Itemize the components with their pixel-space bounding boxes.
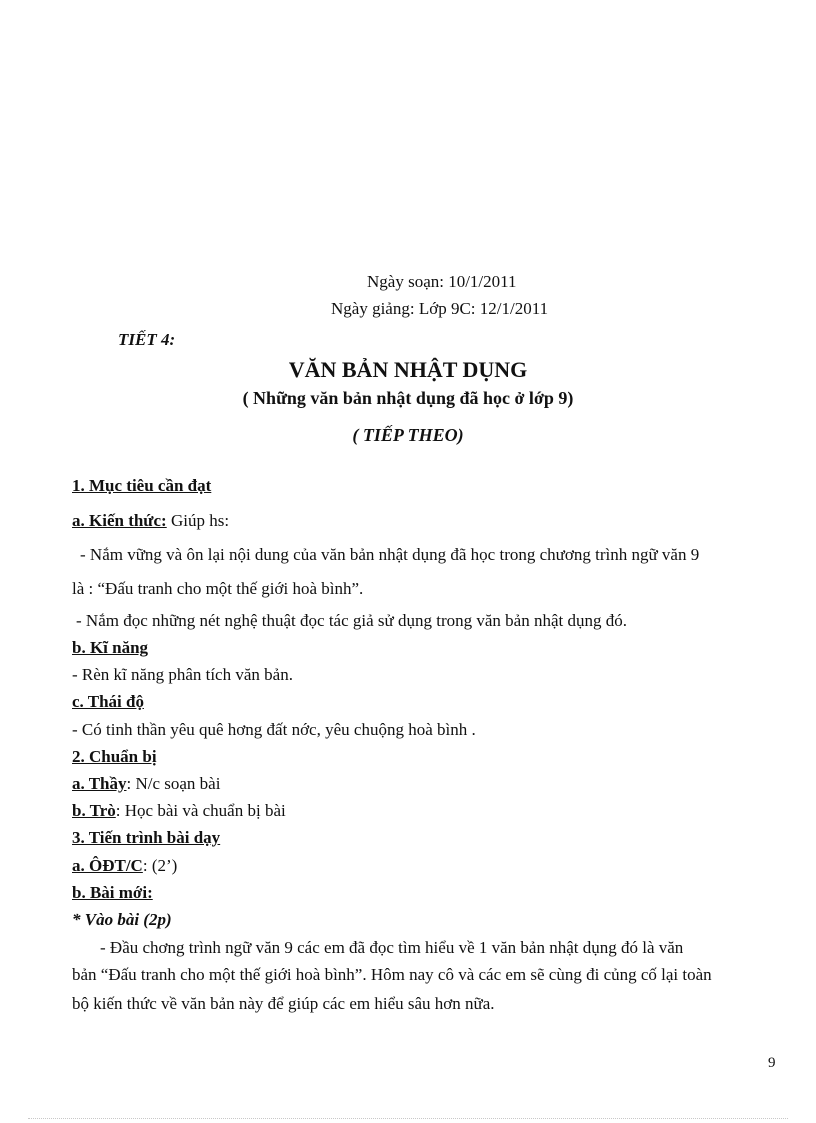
intro-line-3: bộ kiến thức về văn bản này để giúp các em hiểu sâu hơn nữa. xyxy=(72,994,495,1013)
intro-label: * Vào bài (2p) xyxy=(72,910,172,929)
odtc-label: a. ÔĐT/C xyxy=(72,856,143,875)
prepared-date: Ngày soạn: 10/1/2011 xyxy=(367,272,517,291)
teacher-row xyxy=(72,774,220,794)
skills-text: - Rèn kĩ năng phân tích văn bản. xyxy=(72,665,293,684)
student-text: : Học bài và chuẩn bị bài xyxy=(115,801,286,820)
knowledge-line-1: - Nắm vững và ôn lại nội dung của văn bản nhật dụng đã học trong chương trình ngữ văn 9 xyxy=(80,545,700,564)
page-bottom-divider xyxy=(28,1118,788,1119)
lesson-title: VĂN BẢN NHẬT DỤNG xyxy=(288,357,528,382)
odtc-text: : (2’) xyxy=(142,856,178,875)
section-1-heading: 1. Mục tiêu cần đạt xyxy=(72,476,212,495)
section-3-heading: 3. Tiến trình bài dạy xyxy=(72,828,221,847)
attitude-text: - Có tinh thần yêu quê hơng đất nớc, yêu chuộng hoà bình . xyxy=(72,720,476,739)
knowledge-line-3: - Nắm đọc những nét nghệ thuật đọc tác giả sử dụng trong văn bản nhật dụng đó. xyxy=(76,611,627,630)
student-label: b. Trò xyxy=(72,801,116,820)
knowledge-row xyxy=(72,511,229,531)
student-row xyxy=(72,801,286,821)
knowledge-label: a. Kiến thức: xyxy=(72,511,167,530)
intro-line-1: - Đầu chơng trình ngữ văn 9 các em đã đọc tìm hiểu về 1 văn bản nhật dụng đó là văn xyxy=(100,938,684,957)
teaching-date: Ngày giảng: Lớp 9C: 12/1/2011 xyxy=(331,299,549,318)
section-2-heading: 2. Chuẩn bị xyxy=(72,747,157,766)
attitude-label: c. Thái độ xyxy=(72,692,144,711)
knowledge-line-2: là : “Đấu tranh cho một thế giới hoà bình”. xyxy=(72,579,364,598)
knowledge-intro: Giúp hs: xyxy=(166,511,230,530)
lesson-subtitle: ( Những văn bản nhật dụng đã học ở lớp 9) xyxy=(242,388,574,408)
lesson-continued: ( TIẾP THEO) xyxy=(352,425,464,445)
teacher-label: a. Thầy xyxy=(72,774,127,793)
intro-line-2: bản “Đấu tranh cho một thế giới hoà bình”. Hôm nay cô và các em sẽ cùng đi củng cố lại toàn xyxy=(72,965,712,984)
teacher-text: : N/c soạn bài xyxy=(126,774,221,793)
page-number: 9 xyxy=(768,1055,776,1071)
skills-label: b. Kĩ năng xyxy=(72,638,149,657)
new-lesson-label: b. Bài mới: xyxy=(72,883,153,902)
lesson-period: TIẾT 4: xyxy=(118,330,176,349)
odtc-row xyxy=(72,856,177,876)
